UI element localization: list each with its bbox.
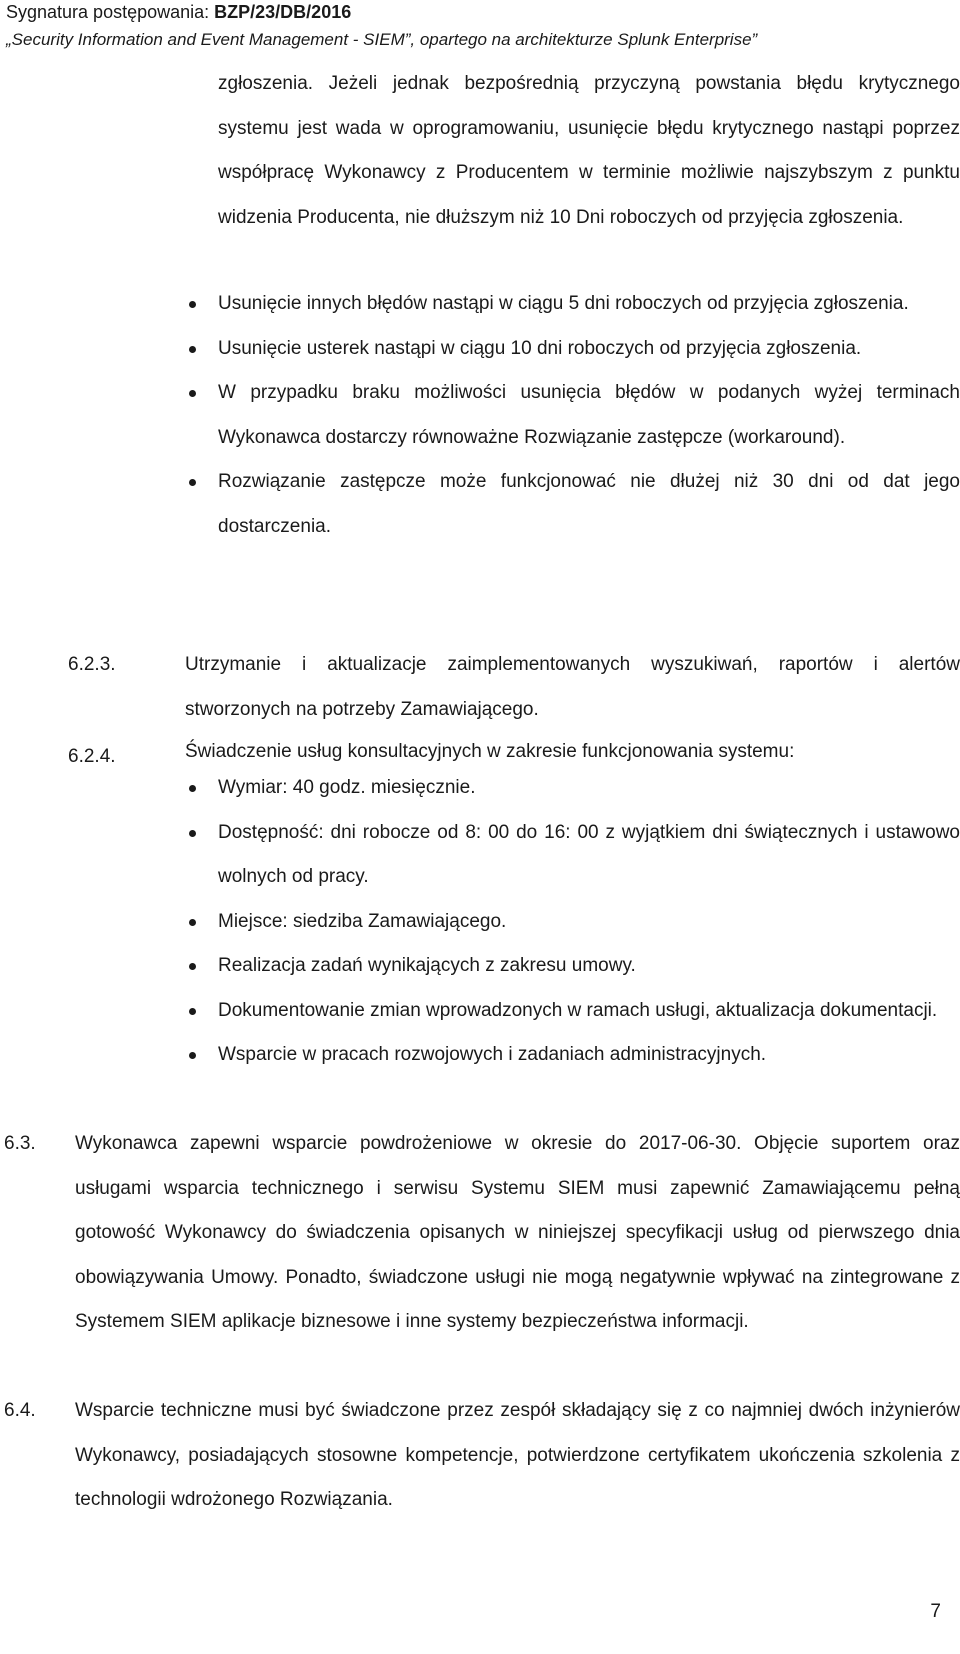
list-item: Realizacja zadań wynikających z zakresu umowy. [218,944,960,989]
bullet-list-b [218,766,960,1078]
section-number-6-3: 6.3. [4,1133,36,1154]
list-item: Rozwiązanie zastępcze może funkcjonować nie dłużej niż 30 dni od dat jego dostarczenia. [218,460,960,549]
header-subtitle: „Security Information and Event Management - SIEM”, opartego na architekturze Splunk Enterprise” [6,30,758,49]
list-item: Usunięcie usterek nastąpi w ciągu 10 dni roboczych od przyjęcia zgłoszenia. [218,327,960,372]
page-number: 7 [930,1601,941,1622]
list-item: W przypadku braku możliwości usunięcia błędów w podanych wyżej terminach Wykonawca dostarczy równoważne Rozwiązanie zastępcze (workaround). [218,371,960,460]
section-text-6-4: Wsparcie techniczne musi być świadczone przez zespół składający się z co najmniej dwóch inżynierów Wykonawcy, posiadających stosowne kompetencje, potwierdzone certyfikatem ukończenia szkolenia z technologii wdrożonego Rozwiązania. [75,1400,960,1510]
section-text-6-2-4: Świadczenie usług konsultacyjnych w zakresie funkcjonowania systemu: [185,741,795,762]
section-number-6-4: 6.4. [4,1400,36,1421]
page-header [6,0,956,52]
signature-line [6,0,956,24]
list-item: Dokumentowanie zmian wprowadzonych w ramach usługi, aktualizacja dokumentacji. [218,989,960,1034]
section-number-6-2-3: 6.2.3. [68,654,116,675]
signature-label: Sygnatura postępowania: [6,2,215,22]
list-item: Miejsce: siedziba Zamawiającego. [218,900,960,945]
section-text-6-3: Wykonawca zapewni wsparcie powdrożeniowe w okresie do 2017-06-30. Objęcie suportem oraz usługami wsparcia technicznego i serwisu Systemu SIEM musi zapewnić Zamawiającemu pełną gotowość Wykonawcy do świadczenia opisanych w niniejszej specyfikacji usług od pierwszego dnia obowiązywania Umowy. Ponadto, świadczone usługi nie mogą negatywnie wpływać na zintegrowane z Systemem SIEM aplikacje biznesowe i inne systemy bezpieczeństwa informacji. [75,1133,960,1332]
list-item: Usunięcie innych błędów nastąpi w ciągu 5 dni roboczych od przyjęcia zgłoszenia. [218,282,960,327]
section-text-6-2-3: Utrzymanie i aktualizacje zaimplementowanych wyszukiwań, raportów i alertów stworzonych na potrzeby Zamawiającego. [185,654,960,720]
signature-value: BZP/23/DB/2016 [214,2,352,22]
list-item: Dostępność: dni robocze od 8: 00 do 16: 00 z wyjątkiem dni świątecznych i ustawowo wolnych od pracy. [218,811,960,900]
section-number-6-2-4: 6.2.4. [68,746,116,767]
lead-paragraph: zgłoszenia. Jeżeli jednak bezpośrednią przyczyną powstania błędu krytycznego systemu jest wada w oprogramowaniu, usunięcie błędu krytycznego nastąpi poprzez współpracę Wykonawcy z Producentem w terminie możliwie najszybszym z punktu widzenia Producenta, nie dłuższym niż 10 Dni roboczych od przyjęcia zgłoszenia. [218,73,960,228]
list-item: Wsparcie w pracach rozwojowych i zadaniach administracyjnych. [218,1033,960,1078]
bullet-list-a [218,282,960,549]
list-item: Wymiar: 40 godz. miesięcznie. [218,766,960,811]
